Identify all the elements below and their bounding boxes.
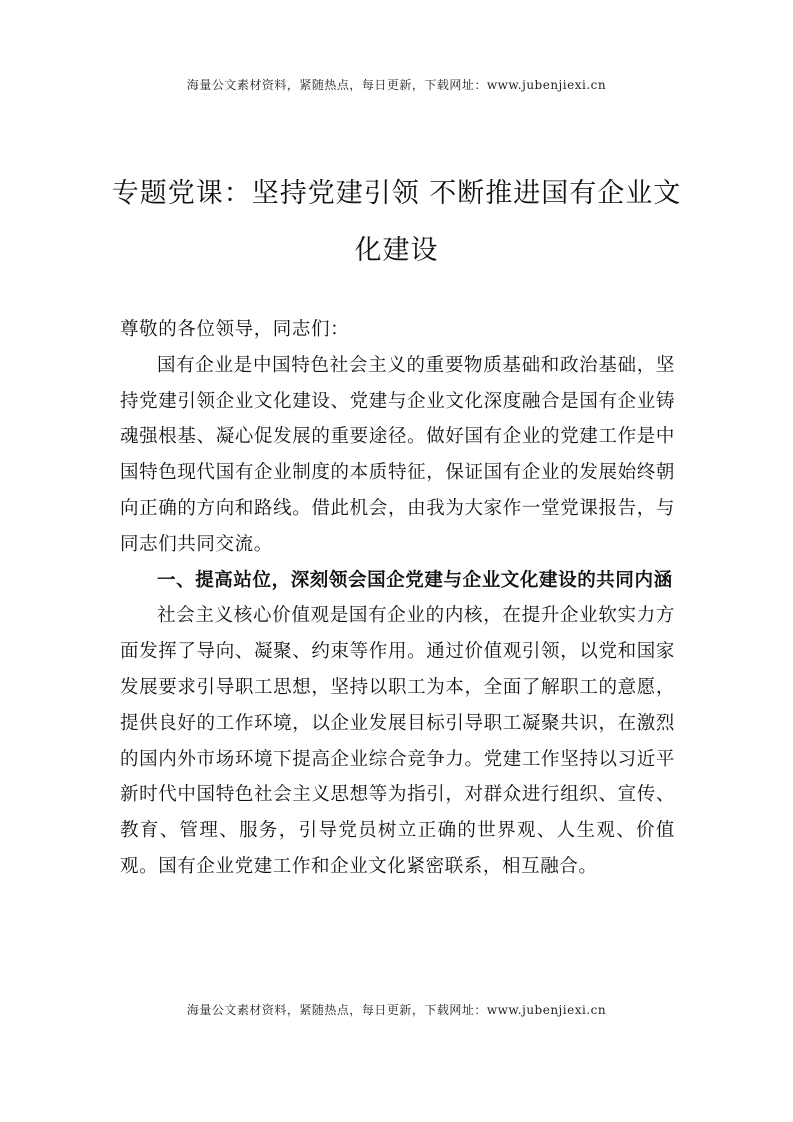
document-title: 专题党课：坚持党建引领 不断推进国有企业文化建设	[111, 178, 682, 266]
page-footer-note: 海量公文素材资料，紧随热点，每日更新，下载网址：www.jubenjiexi.cn	[186, 1003, 607, 1017]
salutation: 尊敬的各位领导，同志们：	[120, 319, 350, 340]
intro-paragraph: 国有企业是中国特色社会主义的重要物质基础和政治基础，坚持党建引领企业文化建设、党建与企业文化深度融合是国有企业铸魂强根基、凝心促发展的重要途径。做好国有企业的党建工作是中国特色现代国有企业制度的本质特征，保证国有企业的发展始终朝向正确的方向和路线。借此机会，由我为大家作一堂党课报告，与同志们共同交流。	[120, 354, 675, 555]
page-header-note: 海量公文素材资料，紧随热点，每日更新，下载网址：www.jubenjiexi.cn	[186, 78, 607, 92]
section-heading: 一、提高站位，深刻领会国企党建与企业文化建设的共同内涵	[157, 569, 673, 591]
section-paragraph: 社会主义核心价值观是国有企业的内核，在提升企业软实力方面发挥了导向、凝聚、约束等作用。通过价值观引领，以党和国家发展要求引导职工思想，坚持以职工为本，全面了解职工的意愿，提供良好的工作环境，以企业发展目标引导职工凝聚共识，在激烈的国内外市场环境下提高企业综合竞争力。党建工作坚持以习近平新时代中国特色社会主义思想等为指引，对群众进行组织、宣传、教育、管理、服务，引导党员树立正确的世界观、人生观、价值观。国有企业党建工作和企业文化紧密联系，相互融合。	[120, 605, 675, 877]
document-body	[120, 312, 675, 885]
